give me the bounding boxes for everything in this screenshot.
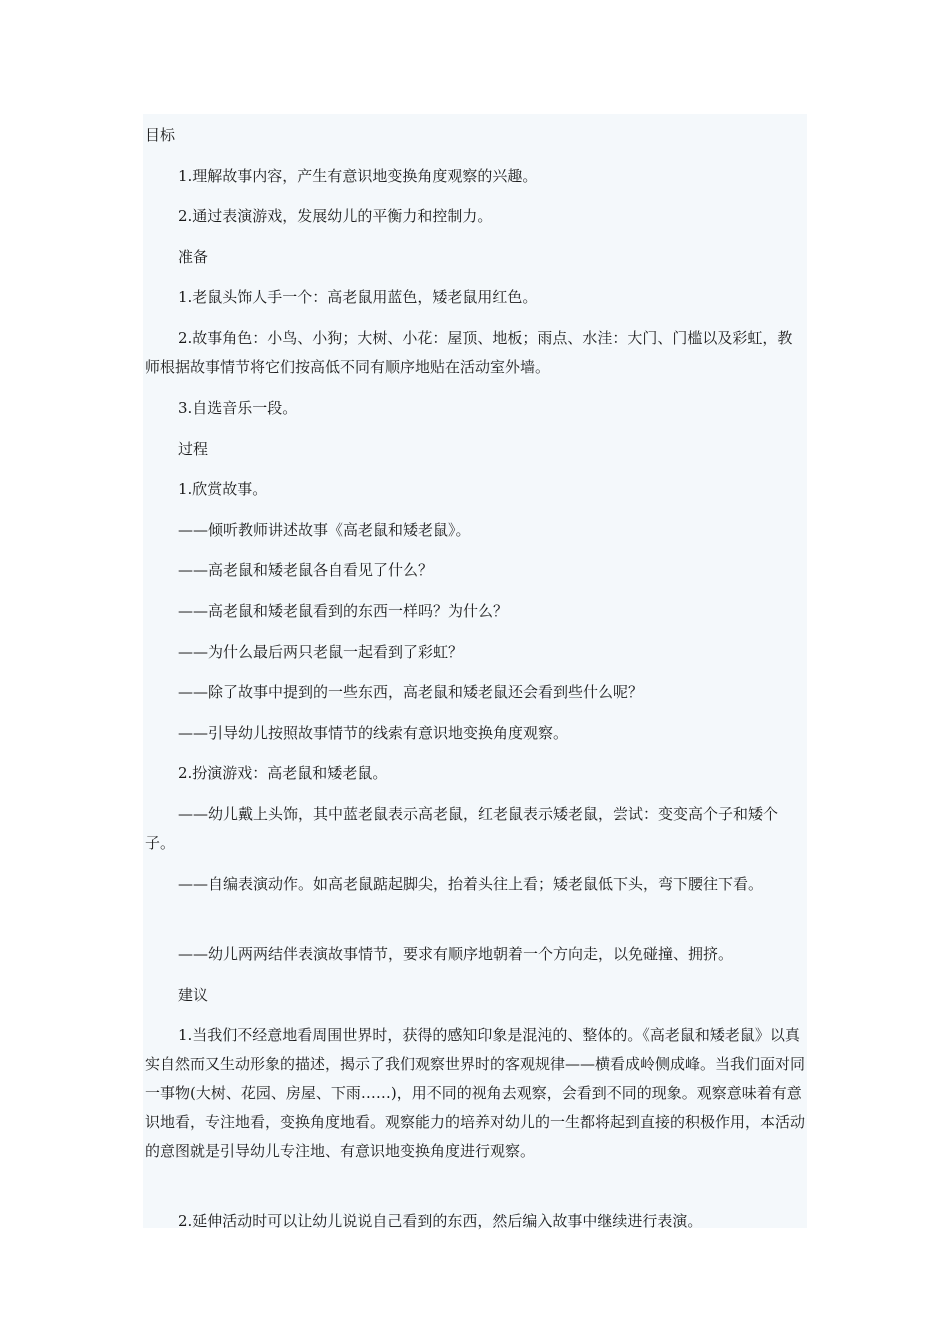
- prep-item-2: 2.故事角色：小鸟、小狗；大树、小花：屋顶、地板；雨点、水洼：大门、门槛以及彩虹，教师根据故事情节将它们按高低不同有顺序地贴在活动室外墙。: [145, 329, 793, 376]
- heading-process: 过程: [178, 440, 209, 458]
- process-step1-line: ——高老鼠和矮老鼠看到的东西一样吗？为什么？: [178, 602, 509, 620]
- advice-item-1: 1.当我们不经意地看周围世界时，获得的感知印象是混沌的、整体的。《高老鼠和矮老鼠》以真实自然而又生动形象的描述，揭示了我们观察世界时的客观规律——横看成岭侧成峰。当我们面对同一事物(大树、花园、房屋、下雨……)，用不同的视角去观察，会看到不同的现象。观察意味着有意识地看，专注地看，变换角度地看。观察能力的培养对幼儿的一生都将起到直接的积极作用，本活动的意图就是引导幼儿专注地、有意识地变换角度进行观察。: [145, 1026, 806, 1160]
- process-step2-line: ——幼儿戴上头饰，其中蓝老鼠表示高老鼠，红老鼠表示矮老鼠，尝试：变变高个子和矮个子。: [145, 805, 779, 852]
- prep-item-1: 1.老鼠头饰人手一个：高老鼠用蓝色，矮老鼠用红色。: [178, 288, 538, 306]
- process-step2-line: ——幼儿两两结伴表演故事情节，要求有顺序地朝着一个方向走，以免碰撞、拥挤。: [178, 945, 734, 963]
- goal-item-1: 1.理解故事内容，产生有意识地变换角度观察的兴趣。: [178, 167, 538, 185]
- process-step2-line: ——自编表演动作。如高老鼠踮起脚尖，抬着头往上看；矮老鼠低下头，弯下腰往下看。: [178, 875, 764, 893]
- goal-item-2: 2.通过表演游戏，发展幼儿的平衡力和控制力。: [178, 207, 493, 225]
- heading-prep: 准备: [178, 248, 209, 266]
- process-step1-line: ——高老鼠和矮老鼠各自看见了什么？: [178, 561, 434, 579]
- heading-advice: 建议: [178, 986, 209, 1004]
- process-step1-line: ——倾听教师讲述故事《高老鼠和矮老鼠》。: [178, 521, 471, 539]
- process-step1-line: ——除了故事中提到的一些东西，高老鼠和矮老鼠还会看到些什么呢？: [178, 683, 644, 701]
- process-step1-line: ——引导幼儿按照故事情节的线索有意识地变换角度观察。: [178, 724, 569, 742]
- process-step2-title: 2.扮演游戏：高老鼠和矮老鼠。: [178, 764, 388, 782]
- document-body: [143, 114, 807, 1228]
- process-step1-line: ——为什么最后两只老鼠一起看到了彩虹？: [178, 643, 464, 661]
- prep-item-3: 3.自选音乐一段。: [178, 399, 298, 417]
- heading-goal: 目标: [145, 126, 176, 144]
- process-step1-title: 1.欣赏故事。: [178, 480, 268, 498]
- advice-item-2: 2.延伸活动时可以让幼儿说说自己看到的东西，然后编入故事中继续进行表演。: [178, 1212, 703, 1230]
